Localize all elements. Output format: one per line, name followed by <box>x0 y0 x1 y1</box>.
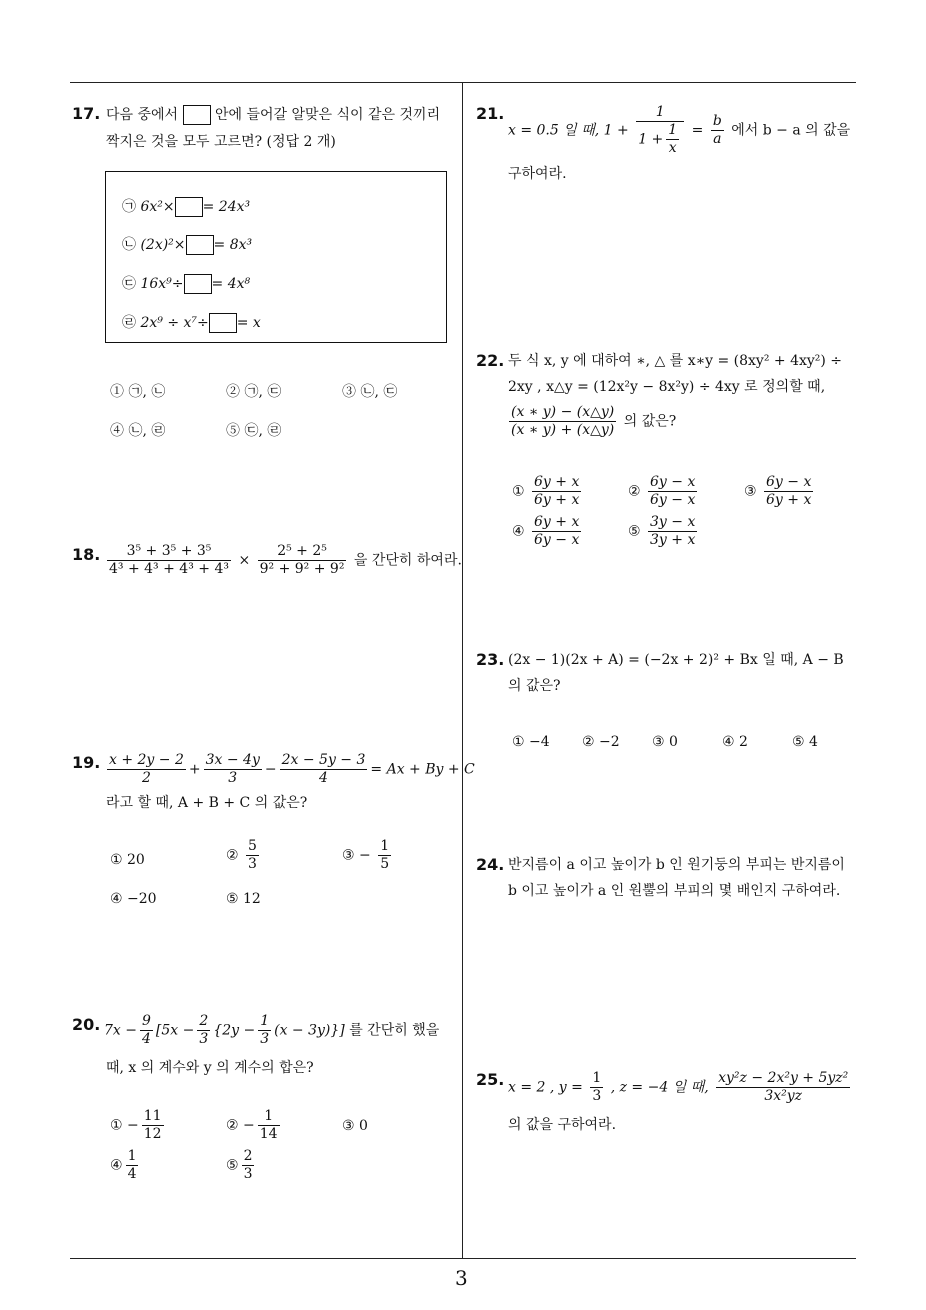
fraction <box>258 1013 271 1048</box>
answer-option[interactable]: ④ ㉡, ㉣ <box>110 423 166 439</box>
question-expression <box>104 752 475 787</box>
fraction <box>764 474 813 509</box>
numerator: 6y + x <box>534 514 580 530</box>
fraction <box>258 543 347 578</box>
expr-part: 7x − <box>104 1022 137 1039</box>
fraction <box>242 1148 255 1183</box>
expr-part: x = 2 , y = <box>508 1079 583 1096</box>
numerator: 1 <box>258 1108 280 1126</box>
operator: + <box>188 761 201 778</box>
fraction <box>509 404 616 439</box>
denominator: 6y + x <box>534 492 580 508</box>
fraction <box>648 514 697 549</box>
answer-option[interactable]: ③ ㉡, ㉢ <box>342 384 398 400</box>
numerator: 1 <box>636 104 684 122</box>
denominator: 6y + x <box>766 492 812 508</box>
fraction <box>590 1070 603 1105</box>
option-mark: ③ − <box>342 847 371 864</box>
question-number: 19. <box>72 753 101 772</box>
option-mark: ② − <box>226 1117 255 1134</box>
question-text: 라고 할 때, A + B + C 의 값은? <box>106 795 308 811</box>
answer-option[interactable]: ① ㉠, ㉡ <box>110 384 166 400</box>
column-divider <box>462 82 463 1258</box>
top-rule <box>70 82 856 83</box>
question-number: 20. <box>72 1015 101 1034</box>
question-text-line2: 의 값은? <box>508 678 561 694</box>
item-mark: ㉡ <box>122 237 136 253</box>
question-expression <box>508 1070 853 1105</box>
q17-text-b: 안에 들어갈 알맞은 식이 같은 것끼리 <box>214 107 441 123</box>
fraction <box>711 113 724 148</box>
answer-option[interactable] <box>512 474 584 509</box>
blank-box <box>186 235 214 255</box>
numerator: 3⁵ + 3⁵ + 3⁵ <box>107 543 231 561</box>
numerator: 3y − x <box>650 514 696 530</box>
fraction <box>532 474 581 509</box>
denominator: 2 <box>141 770 151 786</box>
page-number: 3 <box>455 1266 468 1290</box>
answer-option[interactable] <box>628 514 700 549</box>
option-mark: ② <box>226 847 239 864</box>
item-rhs: = 4x⁸ <box>211 276 251 292</box>
option-mark: ⑤ <box>226 1157 239 1174</box>
bottom-rule <box>70 1258 856 1259</box>
denominator: 3 <box>592 1088 602 1104</box>
condition-item <box>122 196 250 218</box>
answer-option[interactable] <box>744 474 816 509</box>
denominator: 4 <box>319 770 328 786</box>
numerator: 3x − 4y <box>205 752 260 768</box>
answer-option[interactable]: ① −4 <box>512 734 550 750</box>
numerator: 9 <box>141 1013 151 1029</box>
denominator: 3y + x <box>650 532 696 548</box>
answer-option[interactable]: ② ㉠, ㉢ <box>226 384 282 400</box>
denominator <box>636 122 684 157</box>
answer-option[interactable] <box>226 838 262 873</box>
question-text: 에서 b − a 의 값을 <box>731 122 851 139</box>
answer-option[interactable]: ⑤ ㉢, ㉣ <box>226 423 282 439</box>
denominator: a <box>713 131 722 147</box>
question-number: 21. <box>476 104 505 123</box>
option-mark: ⑤ <box>628 523 641 540</box>
blank-box <box>209 313 237 333</box>
question-text-line2: b 이고 높이가 a 인 원뿔의 부피의 몇 배인지 구하여라. <box>508 883 841 899</box>
question-number: 18. <box>72 545 101 564</box>
answer-option[interactable] <box>110 1108 167 1143</box>
answer-option[interactable] <box>628 474 700 509</box>
denominator: 3 <box>243 1166 253 1182</box>
question-text-line2: 짝지은 것을 모두 고르면? (정답 2 개) <box>106 134 336 150</box>
fraction <box>280 752 368 787</box>
denominator: 5 <box>380 856 390 872</box>
answer-option[interactable] <box>342 838 394 873</box>
answer-option[interactable] <box>110 1148 141 1183</box>
option-mark: ④ <box>110 1157 123 1174</box>
answer-option[interactable]: ⑤ 12 <box>226 891 261 907</box>
question-text-line2: 구하여라. <box>508 166 567 182</box>
denominator: 12 <box>143 1126 162 1142</box>
question-expression <box>508 104 850 157</box>
numerator: 11 <box>143 1108 162 1124</box>
denominator: (x ∗ y) + (x△y) <box>511 422 615 438</box>
denominator: 9² + 9² + 9² <box>259 561 345 577</box>
expr-part: (x − 3y)}] <box>274 1022 345 1039</box>
condition-item <box>122 273 250 295</box>
answer-option[interactable]: ② −2 <box>582 734 620 750</box>
item-mark: ㉠ <box>122 199 136 215</box>
question-number: 24. <box>476 855 505 874</box>
question-number: 17. <box>72 104 101 123</box>
condition-item <box>122 234 252 256</box>
question-text <box>106 104 440 126</box>
numerator: 2⁵ + 2⁵ <box>258 543 347 561</box>
question-text: 두 식 x, y 에 대하여 ∗, △ 를 x∗y = (8xy² + 4xy²) ÷ <box>508 353 843 369</box>
fraction <box>204 752 262 787</box>
numerator: b <box>712 113 722 129</box>
denominator: 6y − x <box>534 532 580 548</box>
denominator: 3 <box>199 1031 209 1047</box>
item-lhs: 16x⁹÷ <box>140 276 184 292</box>
numerator: 2 <box>243 1148 253 1164</box>
denominator: 6y − x <box>650 492 696 508</box>
fraction <box>666 122 679 157</box>
equation-rhs: = Ax + By + C <box>370 761 475 778</box>
question-text-line2: 2xy , x△y = (12x²y − 8x²y) ÷ 4xy 로 정의할 때, <box>508 379 826 395</box>
denominator: 3x²yz <box>764 1088 803 1104</box>
question-text: 를 간단히 했을 <box>349 1022 440 1039</box>
fraction <box>636 104 684 157</box>
fraction <box>197 1013 210 1048</box>
operator: − <box>264 761 277 778</box>
item-lhs: (2x)²× <box>140 237 186 253</box>
denominator: 4 <box>127 1166 137 1182</box>
answer-option[interactable]: ③ 0 <box>652 734 678 750</box>
question-number: 22. <box>476 351 505 370</box>
blank-box <box>183 105 211 125</box>
question-expression <box>506 404 676 439</box>
denominator: 3 <box>228 770 238 786</box>
numerator: 1 <box>668 122 678 138</box>
answer-option[interactable]: ⑤ 4 <box>792 734 818 750</box>
denominator: 4 <box>141 1031 151 1047</box>
denominator: x <box>668 140 677 156</box>
question-number: 23. <box>476 650 505 669</box>
numerator: 1 <box>592 1070 602 1086</box>
item-rhs: = x <box>236 315 261 331</box>
item-mark: ㉣ <box>122 315 136 331</box>
answer-option[interactable]: ④ 2 <box>722 734 748 750</box>
question-expression <box>104 543 462 578</box>
option-mark: ④ <box>512 523 525 540</box>
fraction <box>246 838 259 873</box>
expr-part: , z = −4 일 때, <box>610 1079 709 1096</box>
fraction <box>140 1013 153 1048</box>
numerator: xy²z − 2x²y + 5yz² <box>718 1070 849 1086</box>
fraction <box>126 1148 139 1183</box>
answer-option[interactable]: ① 20 <box>110 852 145 868</box>
numerator: 6y − x <box>766 474 812 490</box>
question-text: 반지름이 a 이고 높이가 b 인 원기둥의 부피는 반지름이 <box>508 857 845 873</box>
denominator: 4³ + 4³ + 4³ + 4³ <box>109 561 229 577</box>
numerator: x + 2y − 2 <box>109 752 184 768</box>
denominator: 14 <box>259 1126 278 1142</box>
numerator: 5 <box>248 838 257 854</box>
item-lhs: 6x²× <box>140 199 175 215</box>
fraction <box>716 1070 850 1105</box>
fraction <box>532 514 581 549</box>
answer-option[interactable] <box>226 1108 283 1143</box>
condition-box <box>105 171 447 343</box>
answer-option[interactable] <box>226 1148 257 1183</box>
operator: = <box>691 122 704 139</box>
answer-option[interactable]: ④ −20 <box>110 891 157 907</box>
question-text-line2: 때, x 의 계수와 y 의 계수의 합은? <box>106 1060 314 1076</box>
q17-text-a: 다음 중에서 <box>106 107 179 123</box>
expr-part: [5x − <box>155 1022 195 1039</box>
numerator: 6y − x <box>650 474 696 490</box>
fraction <box>142 1108 164 1143</box>
question-text-line2: 의 값을 구하여라. <box>508 1117 617 1133</box>
question-text: 의 값은? <box>623 413 677 430</box>
answer-option[interactable]: ③ 0 <box>342 1118 368 1134</box>
numerator: 1 <box>127 1148 137 1164</box>
option-mark: ① − <box>110 1117 139 1134</box>
condition-item <box>122 312 261 334</box>
fraction <box>378 838 391 873</box>
question-expression <box>104 1013 439 1048</box>
denominator: 3 <box>260 1031 270 1047</box>
numerator: 2x − 5y − 3 <box>281 752 366 768</box>
expr-part: {2y − <box>213 1022 256 1039</box>
option-mark: ③ <box>744 483 757 500</box>
expr-part: x = 0.5̇ 일 때, 1 + <box>508 122 629 139</box>
question-text: (2x − 1)(2x + A) = (−2x + 2)² + Bx 일 때, A − B <box>508 652 844 668</box>
fraction <box>107 543 231 578</box>
item-rhs: = 8x³ <box>213 237 253 253</box>
item-rhs: = 24x³ <box>202 199 251 215</box>
item-mark: ㉢ <box>122 276 136 292</box>
blank-box <box>175 197 203 217</box>
denominator: 3 <box>248 856 257 872</box>
answer-option[interactable] <box>512 514 584 549</box>
numerator: 2 <box>199 1013 209 1029</box>
question-text: 을 간단히 하여라. <box>353 552 462 569</box>
option-mark: ② <box>628 483 641 500</box>
fraction <box>648 474 697 509</box>
denominator-part: 1 + <box>638 131 664 148</box>
numerator: 6y + x <box>534 474 580 490</box>
blank-box <box>184 274 212 294</box>
fraction <box>107 752 186 787</box>
question-number: 25. <box>476 1070 505 1089</box>
numerator: 1 <box>380 838 390 854</box>
numerator: (x ∗ y) − (x△y) <box>511 404 615 420</box>
option-mark: ① <box>512 483 525 500</box>
numerator: 1 <box>260 1013 270 1029</box>
item-lhs: 2x⁹ ÷ x⁷÷ <box>140 315 209 331</box>
operator: × <box>238 552 251 569</box>
fraction <box>258 1108 280 1143</box>
